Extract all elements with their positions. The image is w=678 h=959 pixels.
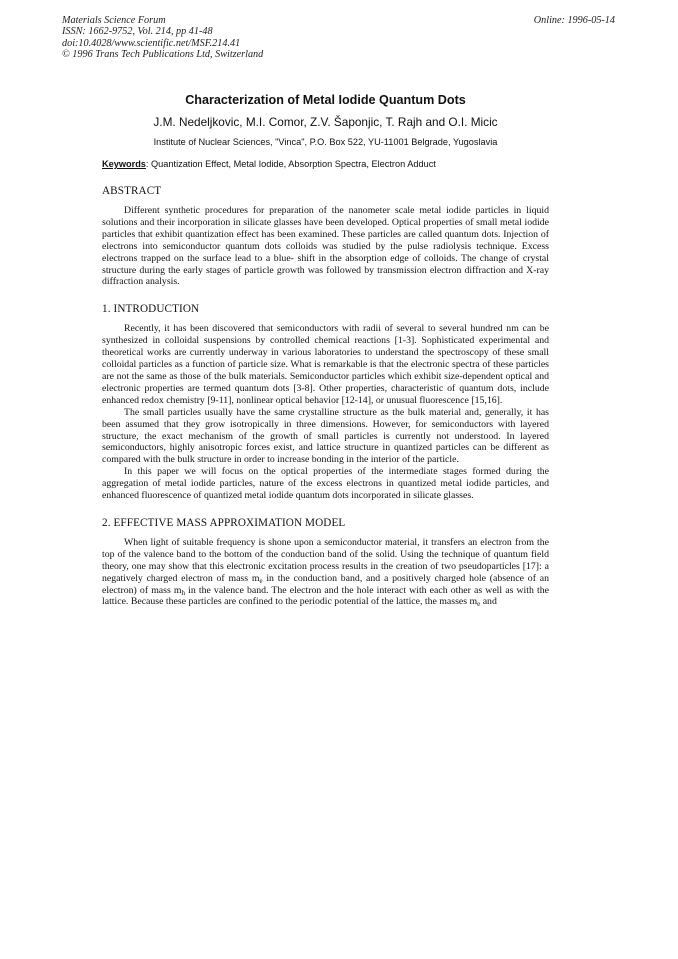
abstract-paragraph: Different synthetic procedures for preparation of the nanometer scale metal iodide particles in liquid solutions and their incorporation in silicate glasses have been developed. Optical properties of small metal iodide particles that exhibit quantization effect has been examined. These particles are called quantum dots. Injection of electrons into semiconductor quantum dots colloids was studied by the pulse radiolysis technique. Excess electrons trapped on the surface lead to a blue- shift in the absorption edge of colloids. The change of crystal structure during the early stages of particle growth was followed by transmission electron diffraction and X-ray diffraction analysis. (102, 205, 549, 288)
copyright-line: © 1996 Trans Tech Publications Ltd, Switzerland (62, 49, 264, 61)
paper-title: Characterization of Metal Iodide Quantum Dots (185, 93, 466, 107)
ema-text-part-2: in the conduction band, and a positively charged hole (absence of an electron) of mass m (102, 572, 549, 596)
ema-text-part-1: When light of suitable frequency is shone upon a semiconductor material, it transfers an electron from the top of the valence band to the bottom of the conduction band of the solid. Using the technique of quantum field theory, one may show that this electronic excitation process results in the creation of two pseudoparticles [17]: a negatively charged electron of mass m (102, 536, 549, 584)
introduction-paragraph-2: The small particles usually have the same crystalline structure as the bulk material and, generally, it has been assumed that they grow isotropically in three dimensions. However, for semiconductors with layered structure, the exact mechanism of the growth of small particles is currently not understood. In layered semiconductors, highly anisotropic forces exist, and lattice structure in quantized particles can be different as compared with the bulk structure in order to increase bonding in the interior of the particle. (102, 406, 549, 466)
author-list: J.M. Nedeljkovic, M.I. Comor, Z.V. Šaponjic, T. Rajh and O.I. Micic (153, 115, 498, 129)
keywords-line (102, 158, 549, 170)
ema-text-part-3: in the valence band. The electron and the hole interact with each other as well as with the lattice. Because these particles are confined to the periodic potential of the lattice, the masses m (102, 584, 549, 608)
affiliation: Institute of Nuclear Sciences, "Vinca", P.O. Box 522, YU-11001 Belgrade, Yugoslavia (153, 137, 498, 147)
electron-mass-subscript-2: e (477, 600, 481, 609)
online-date: Online: 1996-05-14 (533, 15, 615, 26)
ema-paragraph (102, 537, 549, 608)
keywords-list: Quantization Effect, Metal Iodide, Absorption Spectra, Electron Adduct (148, 159, 436, 169)
electron-mass-subscript: e (259, 576, 263, 585)
abstract-heading: ABSTRACT (102, 185, 162, 197)
issn-line: ISSN: 1662-9752, Vol. 214, pp 41-48 (62, 26, 213, 38)
introduction-heading: 1. INTRODUCTION (102, 303, 200, 316)
paper-body (102, 92, 549, 608)
hole-mass-subscript: h (181, 588, 186, 597)
journal-name: Materials Science Forum (62, 15, 166, 26)
ema-text-part-4: and (480, 596, 497, 608)
doi-line: doi:10.4028/www.scientific.net/MSF.214.41 (62, 37, 241, 49)
introduction-paragraph-1: Recently, it has been discovered that semiconductors with radii of several to several hundred nm can be synthesized in colloidal suspensions by controlled chemical reactions [1-3]. Sophisticated experimental and theoretical works are currently underway in various laboratories to understand the spectroscopy of these small colloidal particles as a function of particle size. What is remarkable is that the electronic spectra of these particles are not the same as those of the bulk materials. Semiconductor particles which exhibit size-dependent optical and electronic properties are termed quantum dots [3-8]. Other properties, characteristic of quantum dots, include enhanced redox chemistry [9-11], nonlinear optical behavior [12-14], or unusual fluorescence [15,16]. (102, 323, 549, 406)
keywords-separator: : (145, 159, 149, 169)
publication-info (62, 15, 263, 61)
keywords-label: Keywords (102, 159, 146, 169)
introduction-paragraph-3: In this paper we will focus on the optical properties of the intermediate stages formed during the aggregation of metal iodide particles, nature of the excess electrons in quantized metal iodide particles, and enhanced fluorescence of quantized metal iodide quantum dots incorporated in silicate glasses. (102, 466, 549, 502)
ema-heading: 2. EFFECTIVE MASS APPROXIMATION MODEL (102, 516, 346, 529)
